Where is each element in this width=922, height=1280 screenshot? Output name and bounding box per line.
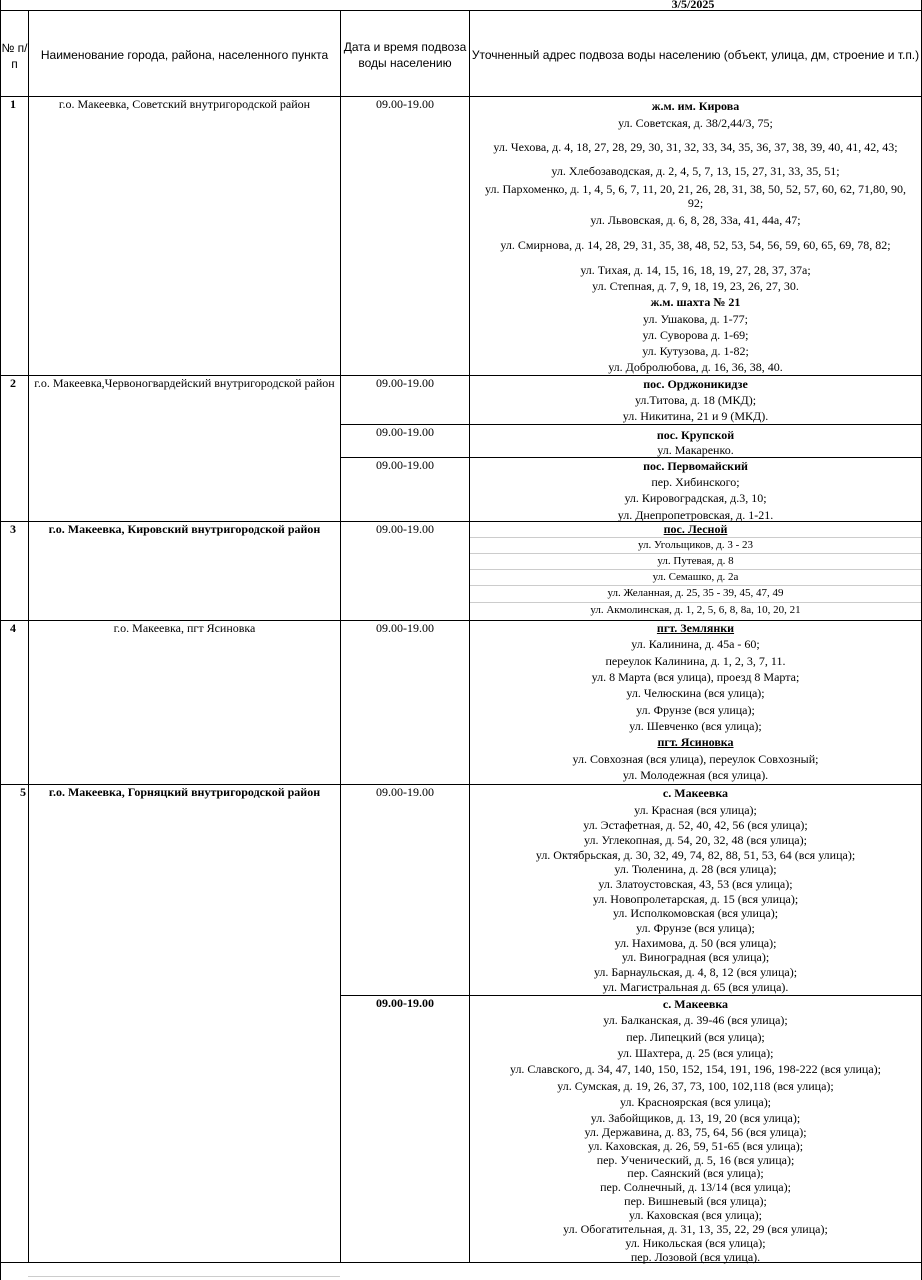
address-line: ул. Тихая, д. 14, 15, 16, 18, 19, 27, 28, 37, 37а; (580, 263, 811, 277)
area-heading: пос. Крупской (656, 428, 735, 442)
address-line: ул. Суворова д. 1-69; (642, 328, 749, 342)
address-line: ул. Добролюбова, д. 16, 36, 38, 40. (608, 360, 783, 374)
address-line: пер. Вишневый (вся улица); (624, 1194, 767, 1208)
area-heading: пос. Первомайский (643, 459, 748, 473)
header-addr: Уточненный адрес подвоза воды населению (объект, улица, дм, строение и т.п.) (471, 48, 920, 62)
address-line: ул. Чехова, д. 4, 18, 27, 28, 29, 30, 31, 32, 33, 34, 35, 36, 37, 38, 39, 40, 41, 42, 43; (493, 140, 898, 154)
area-heading: ж.м. шахта № 21 (650, 295, 741, 309)
row-time: 09.00-19.00 (376, 785, 434, 799)
address-line: ул. Славского, д. 34, 47, 140, 150, 152, 154, 191, 196, 198-222 (вся улица); (509, 1062, 882, 1076)
address-line: ул. 8 Марта (вся улица), проезд 8 Марта; (591, 670, 800, 684)
address-line: ул. Барнаульская, д. 4, 8, 12 (вся улица); (593, 965, 798, 979)
address-line: ул. Балканская, д. 39-46 (вся улица); (603, 1013, 788, 1027)
address-line: ул. Красноярская (вся улица); (619, 1095, 772, 1109)
address-line: ул. Державина, д. 83, 75, 64, 56 (вся улица); (584, 1125, 807, 1139)
address-line: ул. Фрунзе (вся улица); (636, 921, 755, 935)
row-time: 09.00-19.00 (376, 522, 434, 536)
area-heading: с. Макеевка (662, 786, 729, 800)
address-line: ул. Фрунзе (вся улица); (636, 703, 755, 717)
address-line: ул. Путевая, д. 8 (657, 555, 734, 567)
document-date: 3/5/2025 (671, 0, 715, 11)
address-line: ул. Львовская, д. 6, 8, 28, 33а, 41, 44а, 47; (590, 213, 801, 227)
row-time: 09.00-19.00 (376, 425, 434, 439)
address-line: ул. Калинина, д. 45а - 60; (631, 637, 760, 651)
row-city: г.о. Макеевка, Горняцкий внутригородской район (48, 785, 321, 799)
address-line: ул. Тюленина, д. 28 (вся улица); (614, 862, 777, 876)
address-line: переулок Калинина, д. 1, 2, 3, 7, 11. (605, 654, 786, 668)
address-line: ул. Ушакова, д. 1-77; (643, 312, 748, 326)
address-line: ул. Угольщиков, д. 3 - 23 (637, 539, 754, 551)
address-line: ул. Магистральная д. 65 (вся улица). (602, 980, 789, 994)
address-line: ул. Советская, д. 38/2,44/3, 75; (618, 116, 773, 130)
address-line: ул. Каховская, д. 26, 59, 51-65 (вся улица); (587, 1139, 804, 1153)
header-num: № п/п (1, 41, 28, 71)
row-num: 1 (10, 97, 16, 111)
row-time: 09.00-19.00 (376, 97, 434, 111)
address-line: ул. Макаренко. (657, 443, 734, 457)
area-heading: ж.м. им. Кирова (651, 99, 740, 113)
row-num: 3 (10, 522, 16, 536)
address-line: ул. Совхозная (вся улица), переулок Совхозный; (572, 752, 819, 766)
row-city: г.о. Макеевка, Кировский внутригородской район (48, 522, 321, 536)
address-line: ул. Забойщиков, д. 13, 19, 20 (вся улица); (590, 1111, 801, 1125)
address-line: ул. Челюскина (вся улица); (626, 686, 765, 700)
address-line: ул. Златоустовская, 43, 53 (вся улица); (598, 877, 793, 891)
row-city: г.о. Макеевка, Советский внутригородской район (58, 97, 311, 111)
address-line: ул. Октябрьская, д. 30, 32, 49, 74, 82, 88, 51, 53, 64 (вся улица); (535, 848, 856, 862)
address-line: ул. Новопролетарская, д. 15 (вся улица); (592, 892, 799, 906)
address-line: ул. Исполкомовская (вся улица); (612, 906, 779, 920)
area-heading: пос. Лесной (663, 522, 728, 536)
address-line: пер. Саянский (вся улица); (627, 1166, 764, 1180)
address-line: ул. Красная (вся улица); (634, 803, 757, 817)
address-line: ул. Молодежная (вся улица). (622, 768, 769, 782)
row-num: 4 (10, 621, 16, 635)
address-line: ул. Сумская, д. 19, 26, 37, 73, 100, 102,118 (вся улица); (557, 1079, 834, 1093)
header-city: Наименование города, района, населенного пункта (40, 48, 329, 62)
row-num: 2 (10, 376, 16, 390)
address-line: ул. Днепропетровская, д. 1-21. (617, 508, 774, 522)
row-time: 09.00-19.00 (376, 621, 434, 635)
row-city: г.о. Макеевка, пгт Ясиновка (113, 621, 256, 635)
row-time: 09.00-19.00 (376, 458, 434, 472)
address-line: ул. Кировоградская, д.3, 10; (624, 491, 767, 505)
row-time: 09.00-19.00 (376, 376, 434, 390)
address-line: ул. Шевченко (вся улица); (629, 719, 762, 733)
address-line: ул. Эстафетная, д. 52, 40, 42, 56 (вся улица); (583, 818, 808, 832)
row-city: г.о. Макеевка,Червоногвардейский внутригородской район (34, 376, 335, 390)
address-line: ул. Акмолинская, д. 1, 2, 5, 6, 8, 8а, 10, 20, 21 (590, 604, 801, 616)
address-line: ул. Хлебозаводская, д. 2, 4, 5, 7, 13, 15, 27, 31, 33, 35, 51; (551, 164, 840, 178)
address-line: ул. Никитина, 21 и 9 (МКД). (622, 409, 769, 423)
address-line: пер. Солнечный, д. 13/14 (вся улица); (600, 1180, 791, 1194)
header-time: Дата и время подвоза воды населению (343, 40, 467, 70)
address-line: 92; (687, 196, 704, 210)
address-line: пер. Ученический, д. 5, 16 (вся улица); (596, 1153, 795, 1167)
area-heading: пос. Орджоникидзе (643, 377, 748, 391)
address-line: ул. Желанная, д. 25, 35 - 39, 45, 47, 49 (607, 587, 784, 599)
address-line: ул. Никольская (вся улица); (625, 1236, 766, 1250)
address-line: ул. Углекопная, д. 54, 20, 32, 48 (вся улица); (584, 833, 807, 847)
address-line: ул. Пархоменко, д. 1, 4, 5, 6, 7, 11, 20, 21, 26, 28, 31, 38, 50, 52, 57, 60, 62, 71,80, 90, (485, 182, 906, 196)
address-line: ул. Кутузова, д. 1-82; (642, 344, 749, 358)
area-heading: с. Макеевка (662, 997, 729, 1011)
address-line: ул. Семашко, д. 2а (652, 571, 739, 583)
address-line: ул. Обогатительная, д. 31, 13, 35, 22, 29 (вся улица); (563, 1222, 828, 1236)
address-line: пер. Лозовой (вся улица). (630, 1250, 761, 1264)
row-num: 5 (20, 785, 26, 799)
area-heading: пгт. Ясиновка (657, 735, 734, 749)
area-heading: пгт. Землянки (656, 621, 735, 635)
address-line: ул. Нахимова, д. 50 (вся улица); (614, 936, 777, 950)
address-line: ул. Степная, д. 7, 9, 18, 19, 23, 26, 27, 30. (592, 279, 799, 293)
address-line: пер. Хибинского; (651, 475, 740, 489)
address-line: ул. Шахтера, д. 25 (вся улица); (617, 1046, 774, 1060)
address-line: ул.Титова, д. 18 (МКД); (634, 393, 757, 407)
row-time: 09.00-19.00 (376, 996, 434, 1010)
address-line: ул. Виноградная (вся улица); (621, 950, 770, 964)
address-line: ул. Каховская (вся улица); (629, 1208, 762, 1222)
address-line: пер. Липецкий (вся улица); (626, 1030, 765, 1044)
address-line: ул. Смирнова, д. 14, 28, 29, 31, 35, 38, 48, 52, 53, 54, 56, 59, 60, 65, 69, 78, 82; (500, 238, 891, 252)
